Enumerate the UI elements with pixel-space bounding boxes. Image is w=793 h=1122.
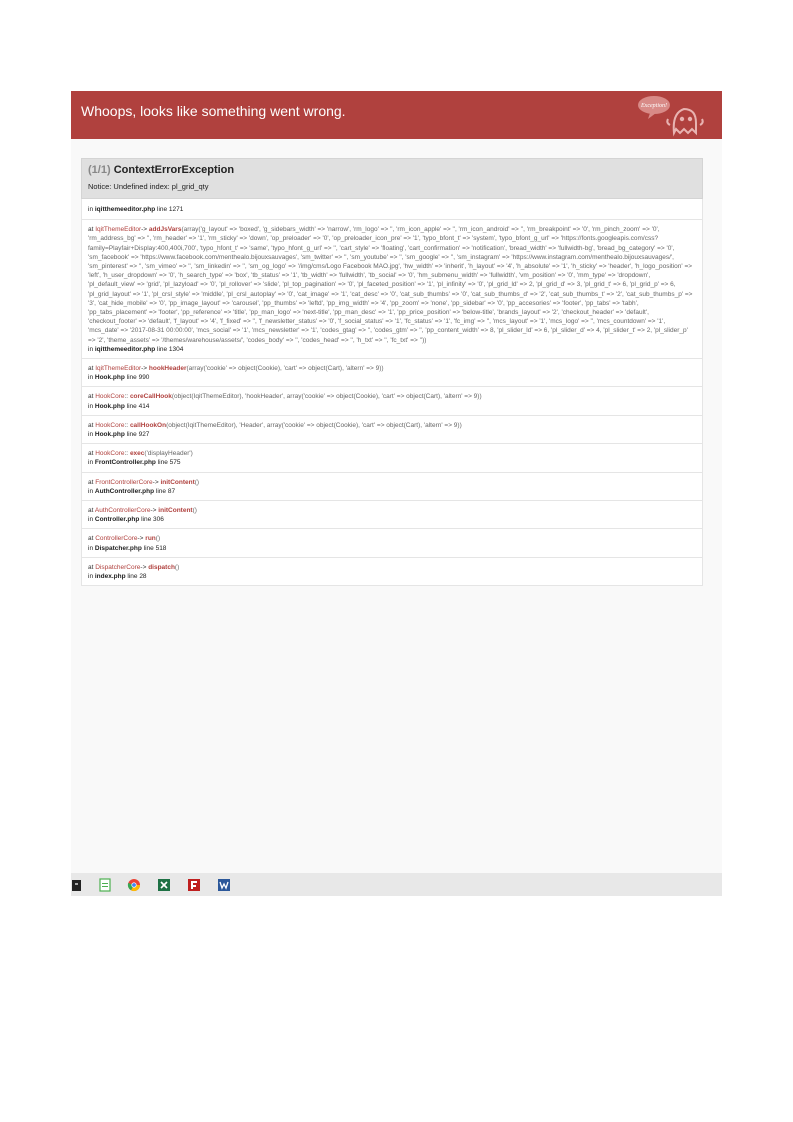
stack-frame xyxy=(81,444,703,472)
file-name: Hook.php xyxy=(94,431,125,439)
frame-function: addJsVars xyxy=(148,226,182,234)
word-icon[interactable] xyxy=(217,878,231,892)
frame-args: ('displayHeader') xyxy=(144,450,193,458)
file-name: iqitthemeeditor.php xyxy=(94,345,156,353)
error-header xyxy=(71,91,722,139)
frame-function: coreCallHook xyxy=(129,393,172,401)
stack-frame xyxy=(81,359,703,387)
frame-args: (array('g_layout' => 'boxed', 'g_sidebars_width' => 'narrow', 'rm_logo' => '', 'rm_icon_apple' => '', 'rm_icon_android' => '', 'rm_breakpoint' => '0', 'rm_pinch_zoom' => '0', 'rm_address_bg' => '', 'rm_header' => '1', 'rm_sticky' => 'down', 'op_preloader' => '0', 'op_preloader_icon_pre' => '1', 'typo_bfont_t' => 'system', 'typo_bfont_g_url' => 'https://fonts.googleapis.com/css?family=Playfair+Display:400,400i,700', 'typo_hfont_t' => 'same', 'typo_hfont_g_url' => '', 'cart_style' => 'floating', 'cart_confirmation' => 'notification', 'bread_width' => 'fullwidth-bg', 'bread_bg_category' => '0', 'sm_facebook' => 'https://www.facebook.com/menthealo.bijouxsauvages', 'sm_twitter' => '', 'sm_youtube' => '', 'sm_google' => '', 'sm_instagram' => 'https://www.instagram.com/menthealo.bijouxsauvages/', 'sm_pinterest' => '', 'sm_vimeo' => '', 'sm_linkedin' => '', 'sm_og_logo' => '/img/cms/Logo Facebook MAO.jpg', 'hw_width' => 'inherit', 'h_layout' => '4', 'h_absolute' => '1', 'h_sticky' => 'header', 'h_logo_position' => 'left', 'h_user_dropdown' => '0', 'h_search_type' => 'box', 'tb_status' => '1', 'tb_width' => 'fullwidth', 'tb_social' => '0', 'hm_submenu_width' => 'fullwidth', 'vm_position' => '0', 'mm_type' => 'dropdown', 'pl_default_view' => 'grid', 'pl_lazyload' => '0', 'pl_rollover' => 'slide', 'pl_top_pagination' => '0', 'pl_faceted_position' => '1', 'pl_infinity' => '0', 'pl_grid_ld' => 2, 'pl_grid_d' => 3, 'pl_grid_t' => 6, 'pl_grid_p' => 6, 'pl_grid_layout' => '1', 'pl_crsl_style' => 'middle', 'pl_crsl_autoplay' => '0', 'cat_image' => '1', 'cat_desc' => '0', 'cat_sub_thumbs' => '0', 'cat_sub_thumbs_d' => '2', 'cat_sub_thumbs_t' => '2', 'cat_sub_thumbs_p' => '3', 'cat_hide_mobile' => '0', 'pp_image_layout' => 'carousel', 'pp_thumbs' => 'leftd', 'pp_img_width' => '4', 'pp_zoom' => 'none', 'pp_sidebar' => '0', 'pp_accesories' => 'footer', 'pp_tabs' => 'tabh', 'pp_tabs_placement' => 'footer', 'pp_reference' => 'title', 'pp_man_logo' => 'next-title', 'pp_man_desc' => '1', 'pp_price_position' => 'below-title', 'brands_layout' => '2', 'checkout_header' => 'default', 'checkout_footer' => 'default', 'f_layout' => '4', 'f_fixed' => '', 'f_newsletter_status' => '0', 'f_social_status' => '1', 'fc_status' => '1', 'fc_img' => '', 'mcs_layout' => '1', 'mcs_logo' => '', 'mcs_countdown' => '1', 'mcs_date' => '2017-08-31 00:00:00', 'mcs_social' => '1', 'mcs_newsletter' => '1', 'codes_gtag' => '', 'codes_gtm' => '', 'pp_content_width' => 8, 'pl_slider_ld' => 6, 'pl_slider_d' => 4, 'pl_slider_t' => 2, 'pl_slider_p' => '2', 'theme_assets' => '/themes/warehouse/assets/', 'codes_body' => '', 'codes_head' => '', 'h_txt' => '', 'fc_txt' => '')) xyxy=(88,226,693,344)
frame-function: callHookOn xyxy=(129,421,167,429)
excel-icon[interactable] xyxy=(157,878,171,892)
frame-location: in Hook.php line 990 xyxy=(88,374,150,382)
frame-call: at HookCore:: coreCallHook(object(IqitThemeEditor), 'hookHeader', array('cookie' => object(Cookie), 'cart' => object(Cart), 'altern' => 9)) xyxy=(88,393,482,401)
frame-call: at FrontControllerCore-> initContent() xyxy=(88,478,200,486)
exception-message: Notice: Undefined index: pl_grid_qty xyxy=(88,182,209,191)
frame-args: (object(IqitThemeEditor), 'Header', array('cookie' => object(Cookie), 'cart' => object(Cart), 'altern' => 9)) xyxy=(166,421,462,429)
frame-class: DispatcherCore xyxy=(95,563,141,571)
line-number: line 1271 xyxy=(157,206,184,213)
stack-frame xyxy=(81,558,703,586)
file-name: FrontController.php xyxy=(94,459,156,467)
stack-frame xyxy=(81,416,703,444)
frame-location: in Hook.php line 927 xyxy=(88,431,150,439)
stack-frame xyxy=(81,473,703,501)
frame-location: in AuthController.php line 87 xyxy=(88,487,176,495)
frame-args: (object(IqitThemeEditor), 'hookHeader', array('cookie' => object(Cookie), 'cart' => object(Cart), 'altern' => 9)) xyxy=(171,393,482,401)
frame-call: at HookCore:: exec('displayHeader') xyxy=(88,450,193,458)
exception-class: ContextErrorException xyxy=(113,164,235,176)
stack-frame xyxy=(81,220,703,359)
frame-function: exec xyxy=(129,450,145,458)
exception-panel xyxy=(81,158,703,586)
stack-frame xyxy=(81,501,703,529)
screenshot-window xyxy=(71,91,722,896)
exception-ghost-icon xyxy=(636,93,706,137)
line-number: line 306 xyxy=(141,516,164,524)
frame-location: in Hook.php line 414 xyxy=(88,402,150,410)
file-name: index.php xyxy=(94,573,126,581)
file-name: AuthController.php xyxy=(94,487,155,495)
frame-class: HookCore xyxy=(95,421,125,429)
frame-function: dispatch xyxy=(148,563,175,571)
frame-class: IqitThemeEditor xyxy=(95,365,142,373)
file-name: Dispatcher.php xyxy=(94,544,142,552)
line-number: line 518 xyxy=(143,544,167,552)
frame-location: in Controller.php line 306 xyxy=(88,516,164,524)
archive-icon[interactable] xyxy=(71,878,85,892)
frame-args: () xyxy=(174,563,180,571)
frame-call: at ControllerCore-> run() xyxy=(88,535,161,543)
chrome-icon[interactable] xyxy=(127,878,141,892)
frame-function: initContent xyxy=(160,478,195,486)
frame-class: AuthControllerCore xyxy=(94,507,151,515)
stack-frame xyxy=(81,529,703,557)
file-name: iqitthemeeditor.php xyxy=(94,206,156,213)
exception-badge-text: Exception! xyxy=(641,103,667,109)
page-title: Whoops, looks like something went wrong. xyxy=(81,103,346,119)
file-name: Controller.php xyxy=(94,516,140,524)
exception-count: (1/1) xyxy=(88,164,111,176)
taskbar xyxy=(71,873,722,896)
frame-location: in Dispatcher.php line 518 xyxy=(88,544,167,552)
frame-call: at IqitThemeEditor-> addJsVars(array('g_layout' => 'boxed', 'g_sidebars_width' => 'narrow', 'rm_logo' => '', 'rm_icon_apple' => '', 'rm_icon_android' => '', 'rm_breakpoint' => '0', 'rm_pinch_zoom' => '0', 'rm_address_bg' => '', 'rm_header' => '1', 'rm_sticky' => 'down', 'op_preloader' => '0', 'op_preloader_icon_pre' => '1', 'typo_bfont_t' => 'system', 'typo_bfont_g_url' => 'https://fonts.googleapis.com/css?family=Playfair+Display:400,400i,700', 'typo_hfont_t' => 'same', 'typo_hfont_g_url' => '', 'cart_style' => 'floating', 'cart_confirmation' => 'notification', 'bread_width' => 'fullwidth-bg', 'bread_bg_category' => '0', 'sm_facebook' => 'https://www.facebook.com/menthealo.bijouxsauvages', 'sm_twitter' => '', 'sm_youtube' => '', 'sm_google' => '', 'sm_instagram' => 'https://www.instagram.com/menthealo.bijouxsauvages/', 'sm_pinterest' => '', 'sm_vimeo' => '', 'sm_linkedin' => '', 'sm_og_logo' => '/img/cms/Logo Facebook MAO.jpg', 'hw_width' => 'inherit', 'h_layout' => '4', 'h_absolute' => '1', 'h_sticky' => 'header', 'h_logo_position' => 'left', 'h_user_dropdown' => '0', 'h_search_type' => 'box', 'tb_status' => '1', 'tb_width' => 'fullwidth', 'tb_social' => '0', 'hm_submenu_width' => 'fullwidth', 'vm_position' => '0', 'mm_type' => 'dropdown', 'pl_default_view' => 'grid', 'pl_lazyload' => '0', 'pl_rollover' => 'slide', 'pl_top_pagination' => '0', 'pl_faceted_position' => '1', 'pl_infinity' => '0', 'pl_grid_ld' => 2, 'pl_grid_d' => 3, 'pl_grid_t' => 6, 'pl_grid_p' => 6, 'pl_grid_layout' => '1', 'pl_crsl_style' => 'middle', 'pl_crsl_autoplay' => '0', 'cat_image' => '1', 'cat_desc' => '0', 'cat_sub_thumbs' => '0', 'cat_sub_thumbs_d' => '2', 'cat_sub_thumbs_t' => '2', 'cat_sub_thumbs_p' => '3', 'cat_hide_mobile' => '0', 'pp_image_layout' => 'carousel', 'pp_thumbs' => 'leftd', 'pp_img_width' => '4', 'pp_zoom' => 'none', 'pp_sidebar' => '0', 'pp_accesories' => 'footer', 'pp_tabs' => 'tabh', 'pp_tabs_placement' => 'footer', 'pp_reference' => 'title', 'pp_man_logo' => 'next-title', 'pp_man_desc' => '1', 'pp_price_position' => 'below-title', 'brands_layout' => '2', 'checkout_header' => 'default', 'checkout_footer' => 'default', 'f_layout' => '4', 'f_fixed' => '', 'f_newsletter_status' => '0', 'f_social_status' => '1', 'fc_status' => '1', 'fc_img' => '', 'mcs_layout' => '1', 'mcs_logo' => '', 'mcs_countdown' => '1', 'mcs_date' => '2017-08-31 00:00:00', 'mcs_social' => '1', 'mcs_newsletter' => '1', 'codes_gtag' => '', 'codes_gtm' => '', 'pp_content_width' => 8, 'pl_slider_ld' => 6, 'pl_slider_d' => 4, 'pl_slider_t' => 2, 'pl_slider_p' => '2', 'theme_assets' => '/themes/warehouse/assets/', 'codes_body' => '', 'codes_head' => '', 'h_txt' => '', 'fc_txt' => '')) xyxy=(88,226,693,344)
frame-call: at IqitThemeEditor-> hookHeader(array('cookie' => object(Cookie), 'cart' => object(Cart), 'altern' => 9)) xyxy=(88,365,384,373)
line-number: line 1304 xyxy=(157,345,184,353)
file-name: Hook.php xyxy=(94,402,125,410)
exception-location: in iqitthemeeditor.php line 1271 xyxy=(81,199,703,220)
frame-args: () xyxy=(155,535,161,543)
frame-function: initContent xyxy=(158,507,193,515)
filezilla-icon[interactable] xyxy=(187,878,201,892)
file-name: Hook.php xyxy=(94,374,125,382)
line-number: line 990 xyxy=(126,374,150,382)
line-number: line 927 xyxy=(126,431,150,439)
frame-args: (array('cookie' => object(Cookie), 'cart' => object(Cart), 'altern' => 9)) xyxy=(186,365,384,373)
frame-location: in index.php line 28 xyxy=(88,573,147,581)
frame-class: ControllerCore xyxy=(95,535,138,543)
notepad-icon[interactable] xyxy=(98,878,112,892)
frame-function: run xyxy=(145,535,156,543)
frame-call: at DispatcherCore-> dispatch() xyxy=(88,563,180,571)
stack-trace xyxy=(81,220,703,586)
line-number: line 414 xyxy=(126,402,150,410)
frame-location: in iqitthemeeditor.php line 1304 xyxy=(88,345,184,353)
frame-class: FrontControllerCore xyxy=(95,478,153,486)
line-number: line 575 xyxy=(157,459,181,467)
frame-args: () xyxy=(192,507,197,515)
frame-call: at HookCore:: callHookOn(object(IqitThemeEditor), 'Header', array('cookie' => object(Cookie), 'cart' => object(Cart), 'altern' => 9)) xyxy=(88,421,462,429)
frame-class: HookCore xyxy=(95,450,125,458)
frame-class: IqitThemeEditor xyxy=(95,226,142,234)
exception-summary xyxy=(81,158,703,199)
frame-args: () xyxy=(194,478,200,486)
line-number: line 28 xyxy=(127,573,147,581)
stack-frame xyxy=(81,387,703,415)
frame-class: HookCore xyxy=(95,393,125,401)
frame-location: in FrontController.php line 575 xyxy=(88,459,181,467)
line-number: line 87 xyxy=(155,487,176,495)
frame-call: at AuthControllerCore-> initContent() xyxy=(88,507,197,515)
frame-function: hookHeader xyxy=(148,365,187,373)
